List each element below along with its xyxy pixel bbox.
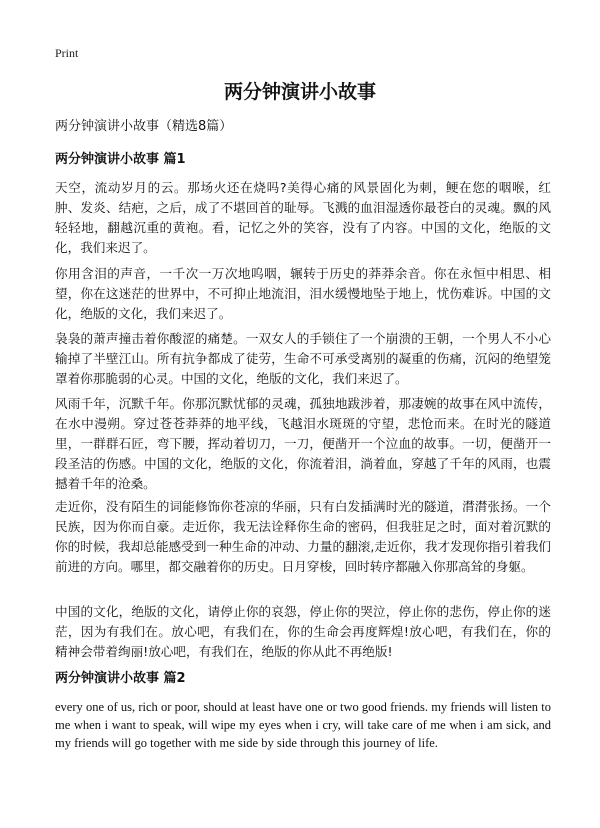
section-1-paragraph-6: 中国的文化，绝版的文化，请停止你的哀怨，停止你的哭泣，停止你的悲伤，停止你的迷茫，因为有我们在。放心吧，有我们在，你的生命会再度辉煌!放心吧，有我们在，你的精神会带着绚丽!放心吧，有我们在，绝版的你从此不再绝版! bbox=[55, 604, 551, 659]
section-heading-2: 两分钟演讲小故事 篇2 bbox=[55, 671, 186, 686]
section-1-paragraph-1: 天空，流动岁月的云。那场火还在烧吗?美得心痛的风景固化为刺，鲠在您的咽喉，红肿、发炎、结疤，之后，成了不堪回首的耻辱。飞溅的血泪湿透你最苍白的灵魂。飘的风轻轻地，翻越沉重的黄袍。看，记忆之外的笑容，没有了内容。中国的文化，绝版的文化，我们来迟了。 bbox=[55, 180, 551, 255]
document-title: 两分钟演讲小故事 bbox=[223, 81, 376, 103]
print-link[interactable]: Print bbox=[55, 46, 79, 60]
document-subtitle: 两分钟演讲小故事（精选8篇） bbox=[55, 119, 233, 134]
section-1-paragraph-4: 风雨千年，沉默千年。你那沉默忧郁的灵魂，孤独地跋涉着，那凄婉的故事在风中流传，在水中漫朔。穿过苍苍莽莽的地平线，飞越泪水斑斑的守望，悲怆而来。在时光的隧道里，一群群石匠，弯下腰，挥动着切刀，一刀，便凿开一个泣血的故事。一切，便凿开一段圣洁的伤感。中国的文化，绝版的文化，你流着泪，淌着血，穿越了千年的风雨，也震撼着千年的沧桑。 bbox=[55, 396, 551, 491]
section-1-paragraph-3: 袅袅的萧声撞击着你酸涩的痛楚。一双女人的手锁住了一个崩溃的王朝，一个男人不小心输掉了半壁江山。所有抗争都成了徒劳，生命不可承受离别的凝重的伤痛，沉闷的绝望笼罩着你那脆弱的心灵。中国的文化，绝版的文化，我们来迟了。 bbox=[55, 331, 551, 386]
section-1-paragraph-2: 你用含泪的声音，一千次一万次地呜咽，辗转于历史的莽莽余音。你在永恒中相思、相望，你在这迷茫的世界中，不可抑止地流泪，泪水缓慢地坠于地上，忧伤难诉。中国的文化，绝版的文化，我们来迟了。 bbox=[55, 266, 551, 321]
section-1-paragraph-5: 走近你，没有陌生的词能修饰你苍凉的华丽，只有白发插满时光的隧道，潸潸张扬。一个民族，因为你而自豪。走近你，我无法诠释你生命的密码，但我驻足之时，面对着沉默的你的时候，我却总能感受到一种生命的冲动、力量的翻滚,走近你，我才发现你指引着我们前进的方向。哪里，都交融着你的历史。日月穿梭，回时转序都融入你那高耸的身躯。 bbox=[55, 499, 551, 574]
section-2-paragraph-1: every one of us, rich or poor, should at least have one or two good friends. my friends will listen to me when i want to speak, will wipe my eyes when i cry, will take care of me when i am sick, and my friends will go together with me side by side through this journey of life. bbox=[55, 700, 551, 750]
section-heading-1: 两分钟演讲小故事 篇1 bbox=[55, 152, 186, 167]
